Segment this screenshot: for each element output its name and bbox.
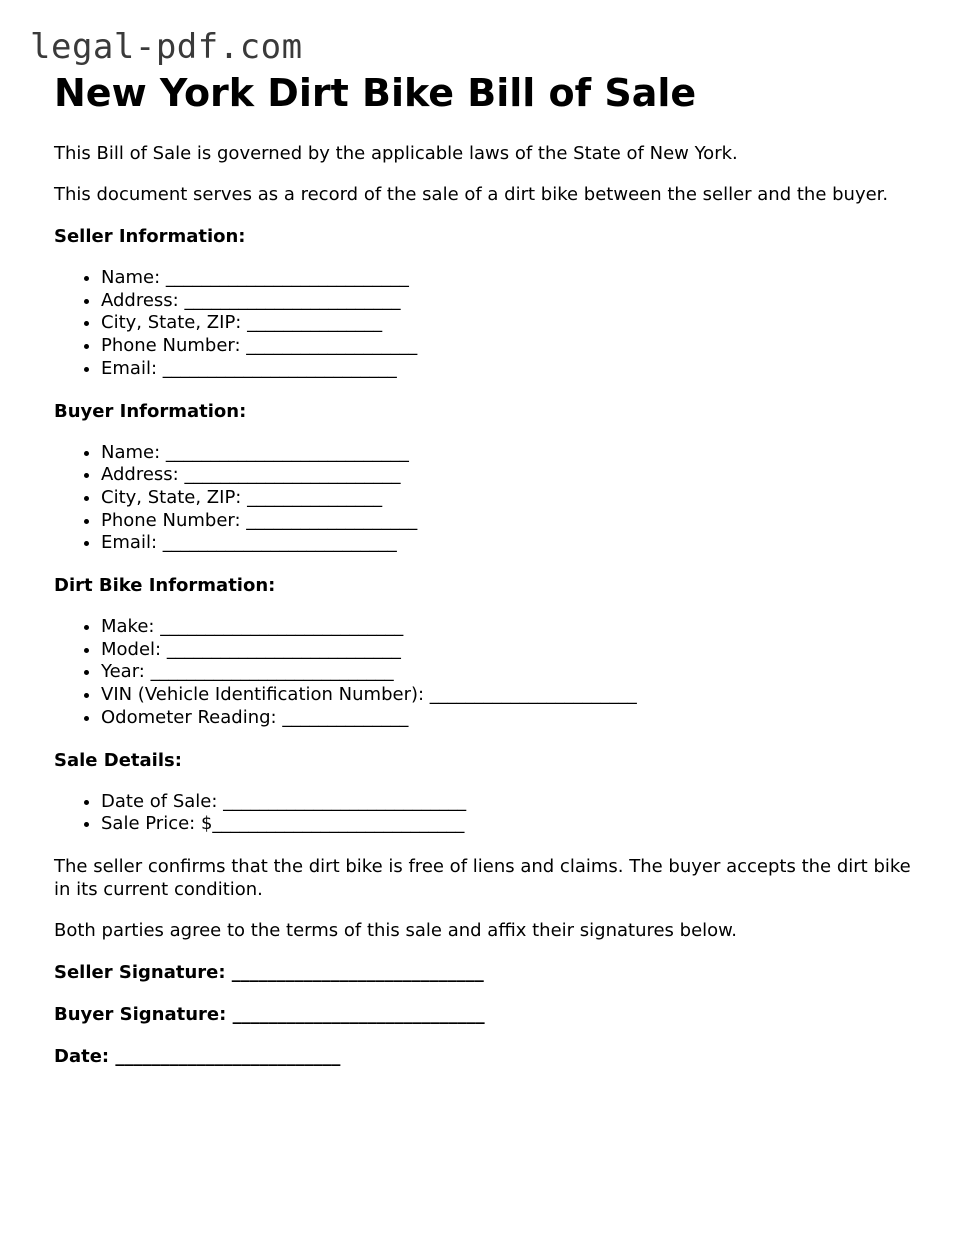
buyer-phone-field[interactable]: • Phone Number: ___________________ xyxy=(101,510,924,533)
seller-city-state-zip-field[interactable]: • City, State, ZIP: _______________ xyxy=(101,312,924,335)
buyer-signature-line[interactable]: Buyer Signature: ____________________________ xyxy=(54,1003,485,1025)
signature-date-line[interactable]: Date: _________________________ xyxy=(54,1045,341,1067)
bike-model-field[interactable]: • Model: __________________________ xyxy=(101,639,924,662)
bike-odometer-field[interactable]: • Odometer Reading: ______________ xyxy=(101,707,924,730)
seller-name-field[interactable]: • Name: ___________________________ xyxy=(101,267,924,290)
sale-date-field[interactable]: • Date of Sale: ___________________________ xyxy=(101,791,924,814)
buyer-section-heading: Buyer Information: xyxy=(54,400,247,422)
condition-paragraph: The seller confirms that the dirt bike is free of liens and claims. The buyer accepts the dirt bike in its current condition. xyxy=(54,855,911,900)
bike-make-field[interactable]: • Make: ___________________________ xyxy=(101,616,924,639)
document-body xyxy=(54,72,924,1068)
bike-fields-list xyxy=(54,616,924,730)
sale-section-heading: Sale Details: xyxy=(54,749,182,771)
bike-vin-field[interactable]: • VIN (Vehicle Identification Number): _______________________ xyxy=(101,684,924,707)
seller-section-heading: Seller Information: xyxy=(54,226,246,247)
buyer-fields-list xyxy=(54,442,924,556)
sale-price-field[interactable]: • Sale Price: $____________________________ xyxy=(101,813,924,836)
seller-email-field[interactable]: • Email: __________________________ xyxy=(101,358,924,381)
seller-address-field[interactable]: • Address: ________________________ xyxy=(101,290,924,313)
governing-law-paragraph: This Bill of Sale is governed by the applicable laws of the State of New York. xyxy=(54,143,738,164)
seller-phone-field[interactable]: • Phone Number: ___________________ xyxy=(101,335,924,358)
seller-signature-line[interactable]: Seller Signature: ____________________________ xyxy=(54,961,484,983)
purpose-paragraph: This document serves as a record of the sale of a dirt bike between the seller and the buyer. xyxy=(54,184,889,205)
document-title: New York Dirt Bike Bill of Sale xyxy=(54,71,697,115)
sale-fields-list xyxy=(54,791,924,836)
buyer-email-field[interactable]: • Email: __________________________ xyxy=(101,532,924,555)
watermark-logo: legal-pdf.com xyxy=(30,27,303,67)
buyer-name-field[interactable]: • Name: ___________________________ xyxy=(101,442,924,465)
buyer-address-field[interactable]: • Address: ________________________ xyxy=(101,464,924,487)
buyer-city-state-zip-field[interactable]: • City, State, ZIP: _______________ xyxy=(101,487,924,510)
bike-section-heading: Dirt Bike Information: xyxy=(54,575,276,597)
agreement-paragraph: Both parties agree to the terms of this sale and affix their signatures below. xyxy=(54,919,737,941)
bike-year-field[interactable]: • Year: ___________________________ xyxy=(101,661,924,684)
seller-fields-list xyxy=(54,267,924,381)
